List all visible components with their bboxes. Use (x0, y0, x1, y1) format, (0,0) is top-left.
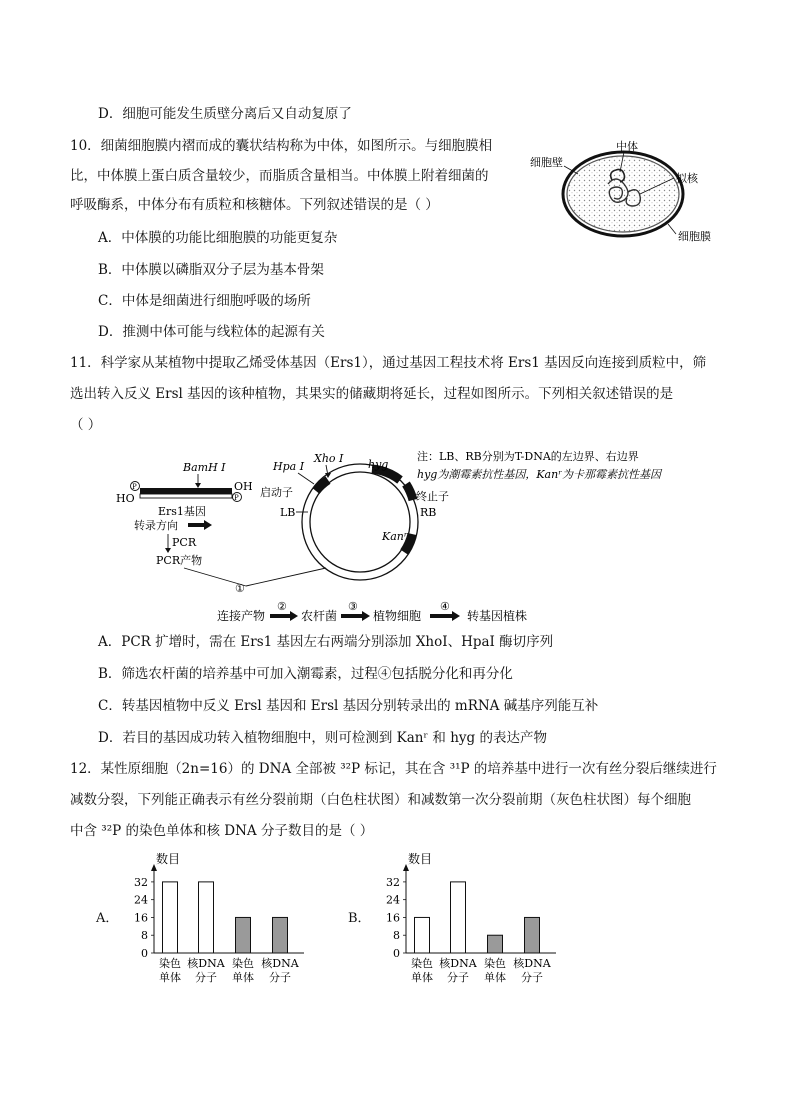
label-p-left: P (132, 483, 137, 491)
label-ligation: 连接产物 (217, 609, 266, 623)
chart-b-category-label: 单体 (411, 971, 433, 984)
chart-b-bar (451, 882, 466, 953)
chart-b-bar (525, 917, 540, 953)
chart-a-category-label: 单体 (159, 971, 181, 984)
q11-option-b: B．筛选农杆菌的培养基中可加入潮霉素，过程④包括脱分化和再分化 (98, 666, 513, 682)
label-transcription: 转录方向 (134, 519, 178, 532)
q10-stem-line3: 呼吸酶系，中体分布有质粒和核糖体。下列叙述错误的是（ ） (70, 197, 439, 213)
label-hyg: hyg (368, 458, 389, 471)
chart-b-category-label: 分子 (447, 971, 469, 984)
chart-b-y-label: 数目 (408, 852, 433, 866)
q11-option-d: D．若目的基因成功转入植物细胞中，则可检测到 Kanʳ 和 hyg 的表达产物 (98, 730, 547, 746)
chart-a-category-label: 染色 (232, 957, 254, 970)
chart-b-y-tick-label: 32 (386, 875, 400, 889)
chart-a-bar (273, 917, 288, 953)
gene-engineering-diagram (110, 440, 690, 630)
label-pcr-product: PCR产物 (156, 554, 203, 567)
q10-stem-line2: 比，中体膜上蛋白质含量较少，而脂质含量相当。中体膜上附着细菌的 (70, 168, 489, 184)
label-ho: HO (116, 492, 135, 505)
chart-a-category-label: 核DNA (187, 957, 225, 970)
q10-option-c: C．中体是细菌进行细胞呼吸的场所 (98, 293, 311, 309)
chart-b-category-label: 染色 (484, 957, 506, 970)
cell-membrane (567, 156, 679, 232)
chart-b-category-label: 单体 (484, 971, 506, 984)
label-promoter: 启动子 (260, 486, 293, 499)
chart-b-y-tick-label: 8 (393, 929, 400, 943)
q10-stem-line1: 10．细菌细胞膜内褶而成的囊状结构称为中体，如图所示。与细胞膜相 (70, 138, 493, 154)
label-plant-cell: 植物细胞 (373, 609, 422, 623)
chart-b-y-tick-label: 0 (393, 947, 400, 960)
chart-b-category-label: 分子 (521, 971, 543, 984)
label-kan: Kanʳ (382, 530, 408, 543)
label-rb: RB (420, 506, 437, 519)
figure-note-line1: 注：LB、RB分别为T-DNA的左边界、右边界 (417, 450, 639, 463)
chart-a-y-tick-label: 16 (134, 911, 148, 925)
chart-a-y-tick-label: 24 (134, 893, 148, 907)
q11-option-a: A．PCR 扩增时，需在 Ers1 基因左右两端分别添加 XhoI、HpaI 酶切序列 (98, 634, 554, 650)
q10-option-a: A．中体膜的功能比细胞膜的功能更复杂 (98, 230, 338, 246)
q10-option-d: D．推测中体可能与线粒体的起源有关 (98, 324, 325, 340)
chart-a-category-label: 分子 (269, 971, 291, 984)
transcription-arrow (188, 520, 212, 530)
chart-b-option-label: B． (348, 911, 371, 926)
q11-stem-line1: 11．科学家从某植物中提取乙烯受体基因（Ers1），通过基因工程技术将 Ers1 基因反向连接到质粒中，筛 (70, 355, 707, 371)
label-agrobacterium: 农杆菌 (301, 609, 338, 623)
chart-b-y-tick-label: 24 (386, 893, 400, 907)
label-midbody: 中体 (616, 140, 638, 153)
chart-b-category-label: 染色 (411, 957, 433, 970)
label-terminator: 终止子 (416, 490, 449, 503)
q11-option-c: C．转基因植物中反义 Ersl 基因和 Ersl 基因分别转录出的 mRNA 碱基序列能互补 (98, 698, 599, 714)
chart-a-category-label: 染色 (159, 957, 181, 970)
label-nucleoid: 拟核 (676, 172, 698, 185)
chart-b-bar (488, 935, 503, 953)
label-cell-wall: 细胞壁 (530, 156, 563, 169)
chart-a-y-tick-label: 0 (141, 947, 148, 960)
chart-b-category-label: 核DNA (439, 957, 477, 970)
chart-b (372, 850, 562, 990)
plasmid-terminator-block (406, 484, 413, 500)
chart-a-bar (199, 882, 214, 953)
q10-option-b: B．中体膜以磷脂双分子层为基本骨架 (98, 262, 324, 278)
q9-option-d: D．细胞可能发生质壁分离后又自动复原了 (98, 106, 352, 122)
chart-b-y-tick-label: 16 (386, 911, 400, 925)
ers1-gene-strand-bottom (140, 494, 232, 498)
chart-a-option-label: A． (96, 911, 119, 926)
figure-note-line2: hyg为潮霉素抗性基因，Kanʳ为卡那霉素抗性基因 (417, 468, 662, 481)
label-p-right: P (234, 494, 239, 502)
label-pcr: PCR (172, 536, 197, 549)
chart-b-bar (415, 917, 430, 953)
q12-stem-line3: 中含 ³²P 的染色单体和核 DNA 分子数目的是（ ） (70, 823, 374, 839)
chart-a-category-label: 分子 (195, 971, 217, 984)
q11-stem-line3: （ ） (70, 417, 102, 433)
q11-stem-line2: 选出转入反义 Ersl 基因的该种植物，其果实的储藏期将延长，过程如图所示。下列相关叙述错误的是 (70, 386, 674, 402)
label-ers1-gene: Ers1基因 (158, 505, 206, 518)
label-transgenic-plant: 转基因植株 (467, 609, 528, 623)
label-cell-membrane: 细胞膜 (678, 230, 711, 243)
label-oh: OH (234, 480, 253, 493)
chart-a-y-tick-label: 8 (141, 929, 148, 943)
bacterium-diagram (528, 134, 728, 254)
label-bamhi: BamH Ⅰ (183, 461, 226, 474)
label-hpai: Hpa Ⅰ (273, 460, 305, 473)
label-step4: ④ (440, 600, 450, 613)
chart-a-category-label: 核DNA (261, 957, 299, 970)
label-step2: ② (277, 600, 287, 613)
chart-a-y-tick-label: 32 (134, 875, 148, 889)
chart-a-bar (163, 882, 178, 953)
chart-a-category-label: 单体 (232, 971, 254, 984)
chart-a-bar (236, 917, 251, 953)
label-xhoi: Xho Ⅰ (314, 452, 344, 465)
q12-stem-line2: 减数分裂，下列能正确表示有丝分裂前期（白色柱状图）和减数第一次分裂前期（灰色柱状图）每个细胞 (70, 792, 691, 808)
chart-b-category-label: 核DNA (513, 957, 551, 970)
ers1-gene-strand-top (140, 488, 232, 494)
q12-stem-line1: 12．某性原细胞（2n=16）的 DNA 全部被 ³²P 标记，其在含 ³¹P 的培养基中进行一次有丝分裂后继续进行 (70, 761, 717, 777)
chart-a (120, 850, 310, 990)
chart-a-y-label: 数目 (156, 852, 181, 866)
label-lb: LB (280, 506, 296, 519)
label-step1: ① (235, 582, 245, 595)
label-step3: ③ (348, 600, 358, 613)
